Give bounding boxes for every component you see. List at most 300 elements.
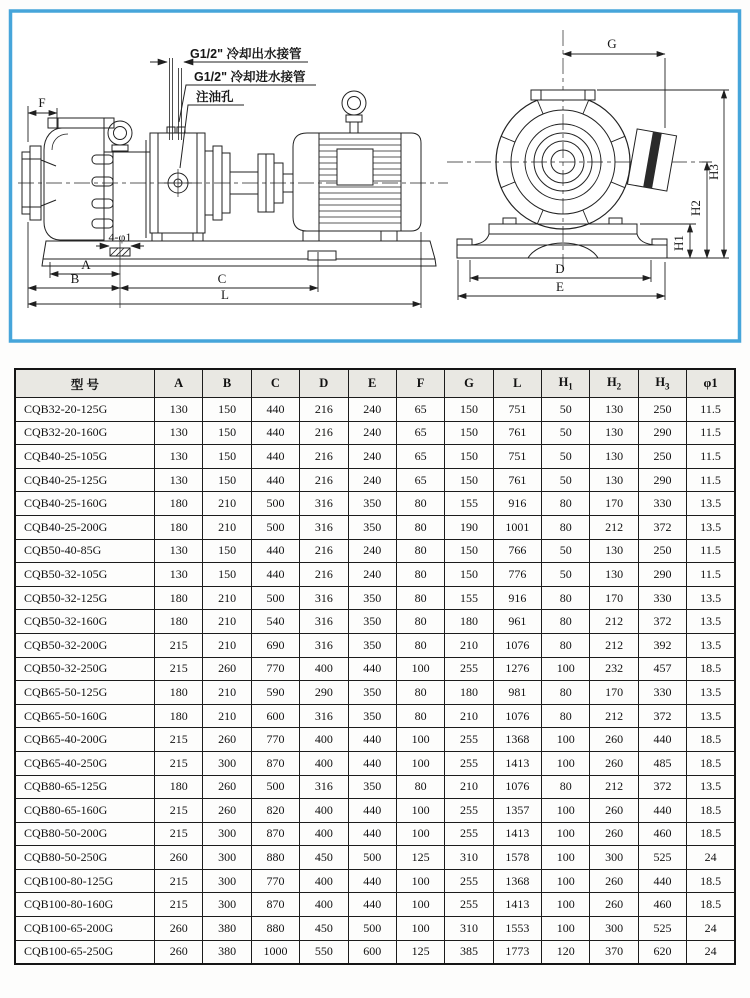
value-cell: 440 [251, 539, 299, 563]
value-cell: 65 [396, 398, 444, 422]
dim-L: L [221, 287, 229, 302]
value-cell: 150 [203, 445, 251, 469]
anchor-holes-label: 4-φ1 [108, 230, 132, 244]
value-cell: 170 [590, 586, 638, 610]
value-cell: 330 [638, 681, 686, 705]
value-cell: 372 [638, 610, 686, 634]
value-cell: 215 [155, 869, 203, 893]
value-cell: 385 [445, 940, 493, 964]
table-row [15, 775, 735, 799]
dim-A: A [81, 257, 91, 272]
value-cell: 80 [542, 586, 590, 610]
value-cell: 260 [590, 869, 638, 893]
value-cell: 150 [445, 445, 493, 469]
value-cell: 80 [542, 704, 590, 728]
value-cell: 100 [396, 657, 444, 681]
value-cell: 80 [396, 563, 444, 587]
value-cell: 216 [300, 563, 348, 587]
value-cell: 500 [348, 846, 396, 870]
value-cell: 372 [638, 775, 686, 799]
value-cell: 130 [590, 563, 638, 587]
value-cell: 350 [348, 775, 396, 799]
value-cell: 440 [251, 421, 299, 445]
value-cell: 210 [203, 610, 251, 634]
value-cell: 300 [590, 917, 638, 941]
value-cell: 550 [300, 940, 348, 964]
value-cell: 130 [590, 468, 638, 492]
value-cell: 80 [542, 775, 590, 799]
value-cell: 500 [348, 917, 396, 941]
value-cell: 440 [348, 728, 396, 752]
value-cell: 1413 [493, 822, 541, 846]
table-row [15, 704, 735, 728]
value-cell: 766 [493, 539, 541, 563]
table-row [15, 799, 735, 823]
col-header-B: B [203, 369, 251, 398]
drawing-svg [0, 0, 750, 352]
value-cell: 770 [251, 657, 299, 681]
value-cell: 316 [300, 492, 348, 516]
value-cell: 24 [687, 917, 735, 941]
value-cell: 961 [493, 610, 541, 634]
value-cell: 150 [445, 563, 493, 587]
table-row [15, 492, 735, 516]
value-cell: 80 [542, 610, 590, 634]
model-cell: CQB80-65-160G [15, 799, 155, 823]
value-cell: 210 [203, 492, 251, 516]
value-cell: 1368 [493, 869, 541, 893]
value-cell: 260 [203, 799, 251, 823]
value-cell: 210 [203, 515, 251, 539]
value-cell: 170 [590, 681, 638, 705]
dim-D: D [555, 261, 565, 276]
value-cell: 690 [251, 633, 299, 657]
dim-G: G [607, 36, 617, 51]
value-cell: 525 [638, 917, 686, 941]
value-cell: 50 [542, 539, 590, 563]
value-cell: 440 [251, 445, 299, 469]
col-header-A: A [155, 369, 203, 398]
value-cell: 150 [203, 563, 251, 587]
value-cell: 180 [155, 586, 203, 610]
value-cell: 80 [396, 633, 444, 657]
value-cell: 290 [300, 681, 348, 705]
value-cell: 130 [155, 563, 203, 587]
value-cell: 130 [155, 398, 203, 422]
value-cell: 50 [542, 398, 590, 422]
value-cell: 100 [542, 799, 590, 823]
value-cell: 232 [590, 657, 638, 681]
value-cell: 13.5 [687, 704, 735, 728]
table-row [15, 586, 735, 610]
value-cell: 776 [493, 563, 541, 587]
value-cell: 130 [155, 421, 203, 445]
value-cell: 457 [638, 657, 686, 681]
value-cell: 916 [493, 586, 541, 610]
value-cell: 125 [396, 940, 444, 964]
value-cell: 1413 [493, 751, 541, 775]
value-cell: 150 [445, 421, 493, 445]
value-cell: 316 [300, 704, 348, 728]
value-cell: 350 [348, 704, 396, 728]
table-row [15, 822, 735, 846]
value-cell: 880 [251, 917, 299, 941]
col-header-D: D [300, 369, 348, 398]
value-cell: 125 [396, 846, 444, 870]
value-cell: 11.5 [687, 563, 735, 587]
value-cell: 180 [155, 610, 203, 634]
value-cell: 1001 [493, 515, 541, 539]
value-cell: 870 [251, 893, 299, 917]
dimension-table [14, 368, 736, 965]
value-cell: 260 [590, 799, 638, 823]
value-cell: 440 [348, 869, 396, 893]
value-cell: 250 [638, 445, 686, 469]
value-cell: 215 [155, 822, 203, 846]
value-cell: 250 [638, 539, 686, 563]
col-header-model: 型 号 [15, 369, 155, 398]
value-cell: 50 [542, 563, 590, 587]
value-cell: 80 [542, 681, 590, 705]
value-cell: 350 [348, 633, 396, 657]
value-cell: 212 [590, 610, 638, 634]
value-cell: 210 [203, 633, 251, 657]
value-cell: 350 [348, 492, 396, 516]
model-cell: CQB40-25-125G [15, 468, 155, 492]
value-cell: 13.5 [687, 610, 735, 634]
value-cell: 212 [590, 704, 638, 728]
value-cell: 350 [348, 681, 396, 705]
value-cell: 316 [300, 633, 348, 657]
value-cell: 130 [155, 468, 203, 492]
table-row [15, 563, 735, 587]
dim-C: C [217, 271, 227, 286]
value-cell: 260 [203, 657, 251, 681]
value-cell: 1076 [493, 704, 541, 728]
model-cell: CQB32-20-125G [15, 398, 155, 422]
value-cell: 485 [638, 751, 686, 775]
value-cell: 65 [396, 445, 444, 469]
col-header-L: L [493, 369, 541, 398]
col-header-H2: $H_2$ [590, 369, 638, 398]
value-cell: 210 [203, 681, 251, 705]
value-cell: 255 [445, 869, 493, 893]
value-cell: 260 [203, 728, 251, 752]
value-cell: 300 [203, 846, 251, 870]
value-cell: 150 [445, 468, 493, 492]
value-cell: 310 [445, 917, 493, 941]
table-row [15, 633, 735, 657]
value-cell: 330 [638, 492, 686, 516]
model-cell: CQB80-50-200G [15, 822, 155, 846]
value-cell: 80 [396, 515, 444, 539]
value-cell: 440 [638, 728, 686, 752]
col-header-φ1: φ1 [687, 369, 735, 398]
model-cell: CQB40-25-160G [15, 492, 155, 516]
value-cell: 180 [155, 775, 203, 799]
value-cell: 80 [396, 775, 444, 799]
value-cell: 18.5 [687, 869, 735, 893]
value-cell: 100 [542, 728, 590, 752]
value-cell: 100 [396, 751, 444, 775]
col-header-G: G [445, 369, 493, 398]
value-cell: 215 [155, 893, 203, 917]
value-cell: 400 [300, 657, 348, 681]
value-cell: 981 [493, 681, 541, 705]
value-cell: 180 [155, 681, 203, 705]
value-cell: 130 [155, 445, 203, 469]
value-cell: 400 [300, 728, 348, 752]
value-cell: 18.5 [687, 728, 735, 752]
value-cell: 290 [638, 421, 686, 445]
col-header-C: C [251, 369, 299, 398]
value-cell: 240 [348, 468, 396, 492]
value-cell: 65 [396, 468, 444, 492]
oil-port-label: 注油孔 [196, 90, 234, 104]
value-cell: 11.5 [687, 539, 735, 563]
value-cell: 100 [542, 869, 590, 893]
value-cell: 870 [251, 751, 299, 775]
value-cell: 212 [590, 775, 638, 799]
value-cell: 212 [590, 633, 638, 657]
value-cell: 100 [542, 893, 590, 917]
value-cell: 100 [396, 917, 444, 941]
value-cell: 180 [445, 610, 493, 634]
value-cell: 11.5 [687, 468, 735, 492]
value-cell: 180 [445, 681, 493, 705]
dim-H1: H1 [671, 235, 686, 251]
value-cell: 400 [300, 799, 348, 823]
value-cell: 150 [445, 398, 493, 422]
cooling-inlet-label: G1/2" 冷却进水接管 [194, 70, 306, 84]
value-cell: 1368 [493, 728, 541, 752]
table-row [15, 610, 735, 634]
value-cell: 210 [445, 704, 493, 728]
value-cell: 440 [348, 822, 396, 846]
value-cell: 180 [155, 704, 203, 728]
value-cell: 500 [251, 492, 299, 516]
value-cell: 100 [396, 893, 444, 917]
value-cell: 100 [542, 846, 590, 870]
value-cell: 18.5 [687, 657, 735, 681]
dim-H3: H3 [706, 164, 721, 180]
value-cell: 440 [348, 799, 396, 823]
value-cell: 100 [396, 799, 444, 823]
value-cell: 215 [155, 633, 203, 657]
table-row [15, 846, 735, 870]
value-cell: 316 [300, 515, 348, 539]
value-cell: 316 [300, 775, 348, 799]
value-cell: 100 [396, 869, 444, 893]
table-row [15, 893, 735, 917]
value-cell: 24 [687, 940, 735, 964]
table-row [15, 515, 735, 539]
value-cell: 155 [445, 492, 493, 516]
dim-H2: H2 [688, 200, 703, 216]
value-cell: 300 [203, 822, 251, 846]
model-cell: CQB40-25-200G [15, 515, 155, 539]
value-cell: 80 [396, 586, 444, 610]
col-header-F: F [396, 369, 444, 398]
value-cell: 130 [590, 445, 638, 469]
value-cell: 100 [542, 751, 590, 775]
dim-E: E [556, 279, 564, 294]
value-cell: 260 [203, 775, 251, 799]
value-cell: 24 [687, 846, 735, 870]
value-cell: 130 [590, 421, 638, 445]
value-cell: 255 [445, 822, 493, 846]
value-cell: 11.5 [687, 398, 735, 422]
model-cell: CQB50-32-125G [15, 586, 155, 610]
table-row [15, 751, 735, 775]
value-cell: 212 [590, 515, 638, 539]
value-cell: 150 [203, 539, 251, 563]
value-cell: 155 [445, 586, 493, 610]
value-cell: 18.5 [687, 751, 735, 775]
value-cell: 210 [445, 775, 493, 799]
value-cell: 440 [348, 751, 396, 775]
value-cell: 13.5 [687, 492, 735, 516]
value-cell: 216 [300, 421, 348, 445]
table-row [15, 398, 735, 422]
value-cell: 130 [155, 539, 203, 563]
value-cell: 250 [638, 398, 686, 422]
value-cell: 240 [348, 563, 396, 587]
model-cell: CQB80-65-125G [15, 775, 155, 799]
value-cell: 13.5 [687, 775, 735, 799]
value-cell: 300 [203, 751, 251, 775]
pump-outline-drawing [0, 0, 750, 352]
value-cell: 216 [300, 398, 348, 422]
model-cell: CQB50-32-250G [15, 657, 155, 681]
value-cell: 170 [590, 492, 638, 516]
value-cell: 180 [155, 492, 203, 516]
value-cell: 100 [542, 822, 590, 846]
value-cell: 210 [203, 704, 251, 728]
value-cell: 380 [203, 917, 251, 941]
value-cell: 260 [155, 940, 203, 964]
value-cell: 540 [251, 610, 299, 634]
value-cell: 770 [251, 869, 299, 893]
model-cell: CQB32-20-160G [15, 421, 155, 445]
value-cell: 300 [590, 846, 638, 870]
value-cell: 216 [300, 539, 348, 563]
value-cell: 150 [203, 398, 251, 422]
value-cell: 820 [251, 799, 299, 823]
table-row [15, 421, 735, 445]
value-cell: 180 [155, 515, 203, 539]
model-cell: CQB40-25-105G [15, 445, 155, 469]
value-cell: 260 [590, 728, 638, 752]
value-cell: 400 [300, 822, 348, 846]
value-cell: 460 [638, 893, 686, 917]
value-cell: 350 [348, 586, 396, 610]
value-cell: 372 [638, 704, 686, 728]
model-cell: CQB100-80-160G [15, 893, 155, 917]
value-cell: 80 [396, 492, 444, 516]
value-cell: 130 [590, 398, 638, 422]
value-cell: 372 [638, 515, 686, 539]
value-cell: 350 [348, 610, 396, 634]
col-header-H3: $H_3$ [638, 369, 686, 398]
value-cell: 310 [445, 846, 493, 870]
value-cell: 392 [638, 633, 686, 657]
value-cell: 330 [638, 586, 686, 610]
value-cell: 50 [542, 468, 590, 492]
value-cell: 260 [590, 751, 638, 775]
value-cell: 80 [396, 681, 444, 705]
value-cell: 300 [203, 893, 251, 917]
value-cell: 350 [348, 515, 396, 539]
value-cell: 215 [155, 728, 203, 752]
value-cell: 916 [493, 492, 541, 516]
model-cell: CQB50-32-200G [15, 633, 155, 657]
value-cell: 210 [203, 586, 251, 610]
value-cell: 1076 [493, 633, 541, 657]
value-cell: 130 [590, 539, 638, 563]
col-header-H1: $H_1$ [542, 369, 590, 398]
table-row [15, 917, 735, 941]
value-cell: 440 [251, 468, 299, 492]
value-cell: 18.5 [687, 799, 735, 823]
value-cell: 100 [396, 728, 444, 752]
value-cell: 80 [542, 492, 590, 516]
value-cell: 80 [396, 610, 444, 634]
value-cell: 216 [300, 468, 348, 492]
value-cell: 600 [251, 704, 299, 728]
value-cell: 260 [590, 893, 638, 917]
value-cell: 316 [300, 586, 348, 610]
value-cell: 870 [251, 822, 299, 846]
value-cell: 255 [445, 657, 493, 681]
model-cell: CQB100-80-125G [15, 869, 155, 893]
value-cell: 18.5 [687, 822, 735, 846]
value-cell: 80 [542, 633, 590, 657]
value-cell: 380 [203, 940, 251, 964]
value-cell: 300 [203, 869, 251, 893]
value-cell: 65 [396, 421, 444, 445]
value-cell: 440 [251, 398, 299, 422]
value-cell: 440 [348, 893, 396, 917]
value-cell: 80 [396, 704, 444, 728]
model-cell: CQB65-40-250G [15, 751, 155, 775]
value-cell: 120 [542, 940, 590, 964]
value-cell: 80 [396, 539, 444, 563]
table-row [15, 657, 735, 681]
value-cell: 1773 [493, 940, 541, 964]
value-cell: 260 [155, 917, 203, 941]
value-cell: 240 [348, 421, 396, 445]
model-cell: CQB50-40-85G [15, 539, 155, 563]
value-cell: 215 [155, 799, 203, 823]
value-cell: 460 [638, 822, 686, 846]
value-cell: 13.5 [687, 515, 735, 539]
table-row [15, 681, 735, 705]
value-cell: 260 [155, 846, 203, 870]
value-cell: 13.5 [687, 681, 735, 705]
model-cell: CQB80-50-250G [15, 846, 155, 870]
model-cell: CQB65-40-200G [15, 728, 155, 752]
value-cell: 761 [493, 421, 541, 445]
table-row [15, 539, 735, 563]
value-cell: 210 [445, 633, 493, 657]
value-cell: 1357 [493, 799, 541, 823]
value-cell: 440 [638, 869, 686, 893]
value-cell: 450 [300, 846, 348, 870]
model-cell: CQB65-50-160G [15, 704, 155, 728]
table-row [15, 468, 735, 492]
value-cell: 440 [348, 657, 396, 681]
